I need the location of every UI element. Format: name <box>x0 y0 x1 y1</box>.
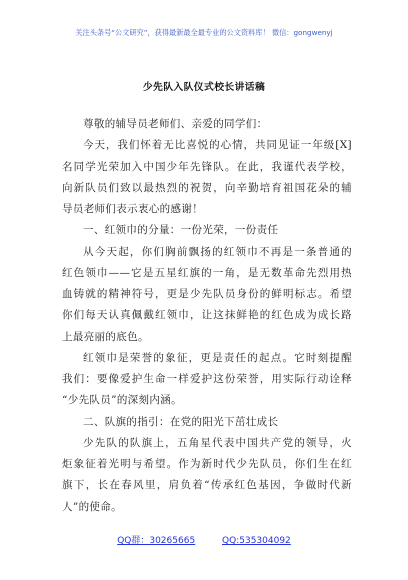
body-line: 向新队员们致以最热烈的祝贺，向辛勤培育祖国花朵的辅 <box>62 181 352 194</box>
body-line: “少先队员”的深刻内涵。 <box>62 394 182 407</box>
body-line: 尊敬的辅导员老师们、亲爱的同学们： <box>83 118 268 130</box>
body-line: 红色领巾——它是五星红旗的一角，是无数革命先烈用热 <box>62 266 352 279</box>
footer-contact <box>0 533 408 546</box>
body-line: 名同学光荣加入中国少年先锋队。在此，我谨代表学校， <box>62 160 352 173</box>
body-line: 今天，我们怀着无比喜悦的心情，共同见证一年级[X] <box>83 139 352 152</box>
body-line: 炬象征着光明与希望。作为新时代少先队员，你们生在红 <box>62 458 352 470</box>
header-notice: 关注头条号“公文研究”，获得最新最全最专业的公文资料库！ 微信：gongwenyj <box>75 28 333 37</box>
body-line: 少先队的队旗上，五角星代表中国共产党的领导，火 <box>83 436 352 449</box>
body-line: 旗下，长在春风里，肩负着“传承红色基因，争做时代新 <box>62 479 352 492</box>
body-line: 血铸就的精神符号，更是少先队员身份的鲜明标志。希望 <box>62 288 352 300</box>
document-title: 少先队入队仪式校长讲话稿 <box>142 82 266 93</box>
body-line: 从今天起，你们胸前飘扬的红领巾不再是一条普通的 <box>83 245 352 258</box>
body-line: 你们每天认真佩戴红领巾，让这抹鲜艳的红色成为成长路 <box>62 309 352 322</box>
body-line: 一、红领巾的分量：一份光荣，一份责任 <box>83 224 279 237</box>
body-line: 红领巾是荣誉的象征，更是责任的起点。它时刻提醒 <box>83 351 352 364</box>
body-line: 我们：要像爱护生命一样爱护这份荣誉，用实际行动诠释 <box>62 373 352 385</box>
qq-group-link[interactable]: QQ群：30265665 <box>117 536 196 546</box>
qq-link[interactable]: QQ:535304092 <box>222 536 291 546</box>
body-line: 二、队旗的指引：在党的阳光下茁壮成长 <box>83 415 279 428</box>
body-line: 上最亮丽的底色。 <box>62 330 149 343</box>
document-body <box>62 114 352 518</box>
body-line: 人”的使命。 <box>62 500 122 513</box>
body-line: 导员老师们表示衷心的感谢！ <box>62 203 204 215</box>
